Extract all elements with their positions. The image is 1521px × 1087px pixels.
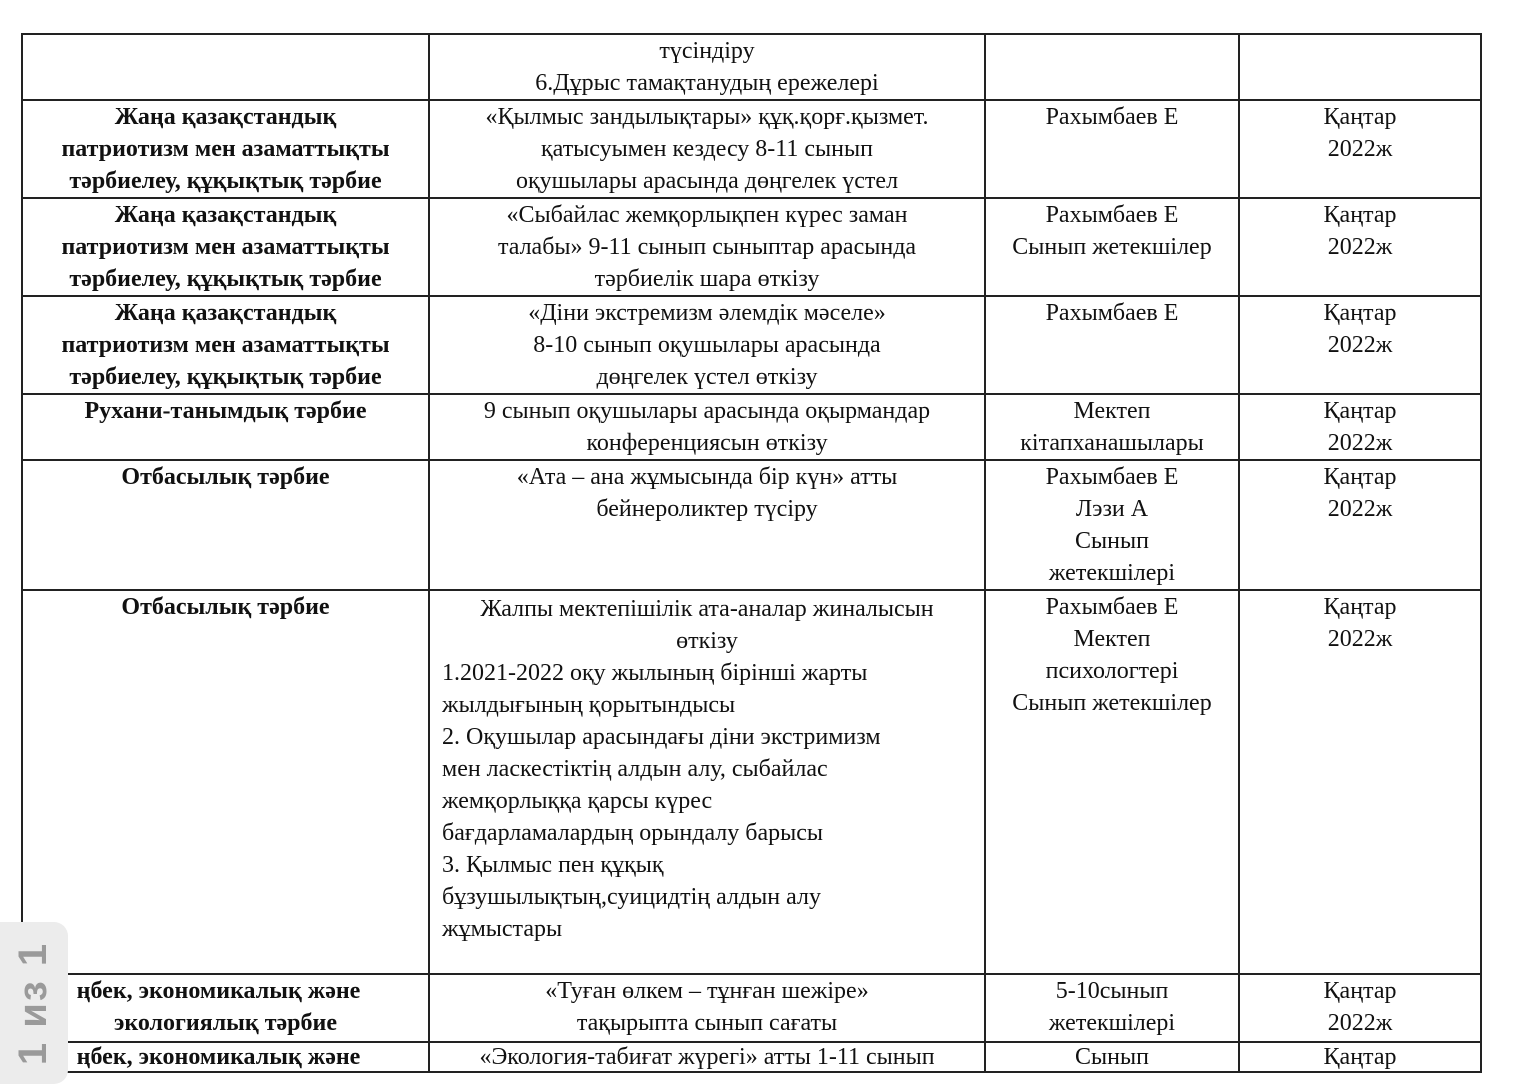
responsible-line: Рахымбаев Е	[1045, 104, 1179, 130]
date-cell	[1239, 198, 1481, 296]
content-line: бағдарламалардың орындалу барысы	[442, 820, 824, 846]
responsible-line: Мектеп	[1073, 626, 1151, 652]
content-cell	[429, 460, 985, 590]
content-cell	[429, 296, 985, 394]
responsible-line: жетекшілері	[1048, 1010, 1176, 1036]
date-year: 2022ж	[1327, 136, 1393, 162]
content-line: бұзушылықтың,суицидтің алдын алу	[442, 884, 821, 910]
date-cell	[1239, 100, 1481, 198]
date-month: Қаңтар	[1323, 398, 1397, 424]
responsible-line: Сынып жетекшілер	[1012, 234, 1212, 260]
content-line: 2. Оқушылар арасындағы діни экстримизм	[442, 724, 881, 750]
direction-line: тәрбиелеу, құқықтық тәрбие	[69, 364, 382, 390]
plan-table	[21, 33, 1482, 1073]
content-line: «Туған өлкем – тұнған шежіре»	[545, 978, 869, 1004]
content-line: 9 сынып оқушылары арасында оқырмандар	[483, 398, 931, 424]
content-cell	[429, 394, 985, 460]
table-row	[22, 198, 1481, 296]
content-line: тақырыпта сынып сағаты	[576, 1010, 838, 1036]
content-heading-line: Жалпы мектепішілік ата-аналар жиналысын	[480, 596, 934, 622]
direction-line: тәрбиелеу, құқықтық тәрбие	[69, 168, 382, 194]
responsible-cell	[985, 460, 1239, 590]
responsible-cell	[985, 590, 1239, 974]
responsible-line: Рахымбаев Е	[1045, 594, 1179, 620]
date-month: Қаңтар	[1323, 300, 1397, 326]
responsible-line: 5-10сынып	[1055, 978, 1169, 1004]
date-cell	[1239, 296, 1481, 394]
content-cell	[429, 974, 985, 1042]
date-cell	[1239, 974, 1481, 1042]
table-row	[22, 394, 1481, 460]
content-line: жұмыстары	[442, 916, 563, 942]
content-line: талабы» 9-11 сынып сыныптар арасында	[497, 234, 917, 260]
date-month: Қаңтар	[1323, 594, 1397, 620]
table-row	[22, 100, 1481, 198]
direction-line: Отбасылық тәрбие	[121, 594, 330, 620]
content-line: 8-10 сынып оқушылары арасында	[533, 332, 881, 358]
direction-line: патриотизм мен азаматтықты	[61, 332, 390, 358]
date-year: 2022ж	[1327, 430, 1393, 456]
direction-cell	[22, 100, 429, 198]
content-line: дөңгелек үстел өткізу	[596, 364, 818, 390]
date-cell	[1239, 460, 1481, 590]
table-row	[22, 1042, 1481, 1072]
date-year: 2022ж	[1327, 1010, 1393, 1036]
content-line: конференциясын өткізу	[586, 430, 828, 456]
content-line: мен ласкестіктің алдын алу, сыбайлас	[442, 756, 828, 782]
content-line: бейнероликтер түсіру	[596, 496, 818, 522]
direction-line: Отбасылық тәрбие	[121, 464, 330, 490]
responsible-line: Сынып жетекшілер	[1012, 690, 1212, 716]
responsible-line: Лэзи А	[1075, 496, 1149, 522]
responsible-cell	[985, 394, 1239, 460]
direction-cell	[22, 394, 429, 460]
direction-line: тәрбиелеу, құқықтық тәрбие	[69, 266, 382, 292]
direction-cell	[22, 590, 429, 974]
responsible-cell	[985, 974, 1239, 1042]
date-cell	[1239, 590, 1481, 974]
content-cell	[429, 198, 985, 296]
direction-line: патриотизм мен азаматтықты	[61, 136, 390, 162]
page-indicator-label: 1 из 1	[11, 941, 56, 1065]
table-row	[22, 974, 1481, 1042]
direction-cell	[22, 1042, 429, 1072]
direction-line: Жаңа қазақстандық	[114, 300, 337, 326]
date-cell	[1239, 1042, 1481, 1072]
direction-line: Жаңа қазақстандық	[114, 202, 337, 228]
table-row	[22, 34, 1481, 100]
content-line: жылдығының қорытындысы	[442, 692, 736, 718]
direction-cell	[22, 460, 429, 590]
content-line: «Діни экстремизм әлемдік мәселе»	[528, 300, 886, 326]
direction-line: патриотизм мен азаматтықты	[61, 234, 390, 260]
date-month: Қаңтар	[1323, 202, 1397, 228]
content-line: 1.2021-2022 оқу жылының бірінші жарты	[442, 660, 868, 686]
date-year: 2022ж	[1327, 234, 1393, 260]
content-cell	[429, 1042, 985, 1072]
content-line: қатысуымен кездесу 8-11 сынып	[541, 136, 873, 162]
direction-line: ңбек, экономикалық және	[76, 978, 361, 1004]
responsible-line: жетекшілері	[1048, 560, 1176, 586]
date-month: Қаңтар	[1323, 464, 1397, 490]
direction-cell	[22, 974, 429, 1042]
responsible-cell	[985, 100, 1239, 198]
date-month: Қаңтар	[1323, 1044, 1397, 1070]
date-year: 2022ж	[1327, 496, 1393, 522]
content-cell	[429, 34, 985, 100]
date-year: 2022ж	[1327, 332, 1393, 358]
content-line: оқушылары арасында дөңгелек үстел	[515, 168, 899, 194]
date-cell	[1239, 394, 1481, 460]
direction-line: Рухани-танымдық тәрбие	[84, 398, 367, 424]
responsible-cell	[985, 296, 1239, 394]
content-line: «Қылмыс зандылықтары» құқ.қорғ.қызмет.	[485, 104, 929, 130]
content-line: 6.Дұрыс тамақтанудың ережелері	[535, 70, 879, 96]
content-line: «Ата – ана жұмысында бір күн» атты	[516, 464, 898, 490]
direction-cell	[22, 198, 429, 296]
direction-cell	[22, 296, 429, 394]
content-line: «Экология-табиғат жүрегі» атты 1-11 сынып	[479, 1044, 935, 1070]
direction-line: экологиялық тәрбие	[113, 1010, 338, 1036]
responsible-line: Рахымбаев Е	[1045, 202, 1179, 228]
table-row	[22, 296, 1481, 394]
table-row	[22, 460, 1481, 590]
responsible-line: Рахымбаев Е	[1045, 300, 1179, 326]
responsible-line: Мектеп	[1073, 398, 1151, 424]
responsible-line: Рахымбаев Е	[1045, 464, 1179, 490]
date-month: Қаңтар	[1323, 978, 1397, 1004]
content-line: «Сыбайлас жемқорлықпен күрес заман	[506, 202, 908, 228]
page-indicator[interactable]	[0, 922, 68, 1084]
responsible-cell	[985, 34, 1239, 100]
direction-line: Жаңа қазақстандық	[114, 104, 337, 130]
content-cell	[429, 100, 985, 198]
content-line: түсіндіру	[659, 38, 755, 64]
direction-cell	[22, 34, 429, 100]
date-cell	[1239, 34, 1481, 100]
content-line: тәрбиелік шара өткізу	[594, 266, 820, 292]
content-line: 3. Қылмыс пен құқық	[442, 852, 664, 878]
responsible-line: психологтері	[1045, 658, 1179, 684]
direction-line: ңбек, экономикалық және	[76, 1044, 361, 1070]
content-heading-line: өткізу	[676, 628, 738, 654]
responsible-line: Сынып	[1075, 528, 1149, 554]
date-year: 2022ж	[1327, 626, 1393, 652]
responsible-cell	[985, 198, 1239, 296]
responsible-line: кітапханашылары	[1020, 430, 1204, 456]
responsible-line: Сынып	[1075, 1044, 1149, 1070]
date-month: Қаңтар	[1323, 104, 1397, 130]
responsible-cell	[985, 1042, 1239, 1072]
content-line: жемқорлыққа қарсы күрес	[442, 788, 713, 814]
table-row	[22, 590, 1481, 974]
content-cell	[429, 590, 985, 974]
